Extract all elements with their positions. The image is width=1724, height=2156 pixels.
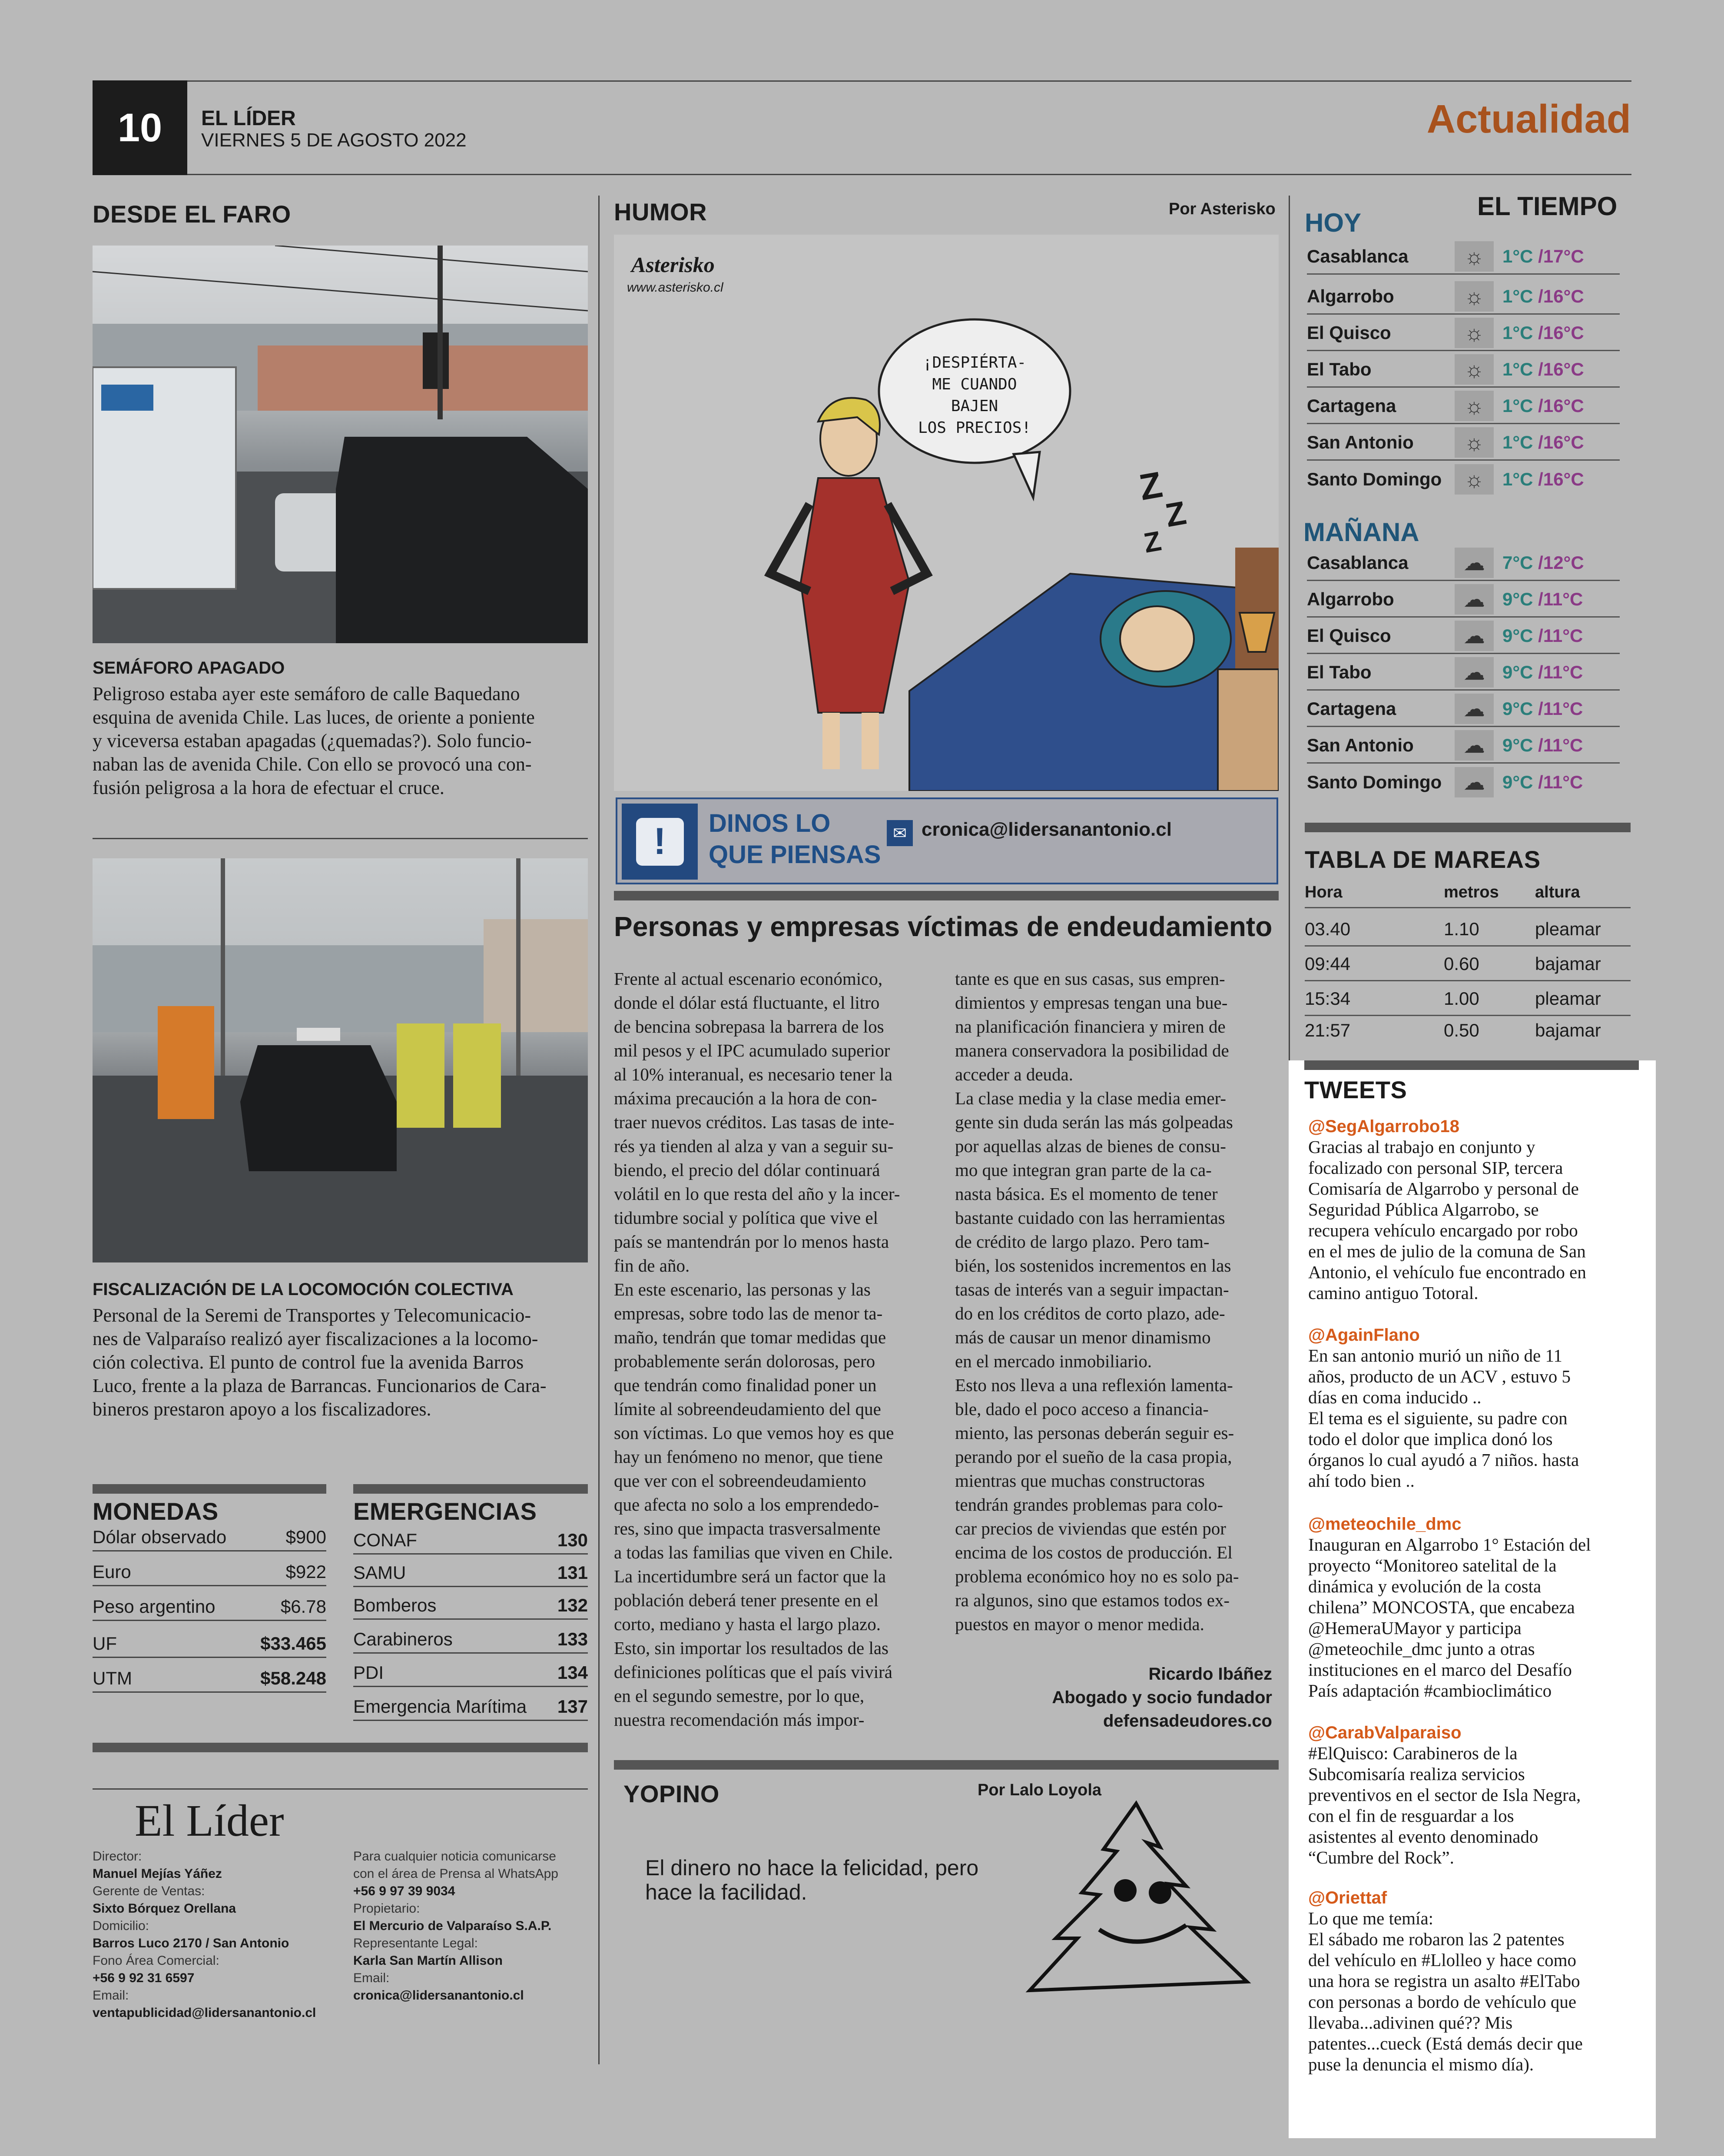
weather-row: Santo Domingo ☼ 1°C /16°C [1307, 462, 1620, 497]
weather-tomorrow-table [1307, 545, 1620, 806]
sun-icon: ☼ [1455, 281, 1494, 312]
humor-heading: HUMOR [614, 198, 707, 226]
emergencias-row: SAMU 131 [353, 1556, 588, 1587]
monedas-top-bar [93, 1484, 326, 1494]
masthead-top-bar [93, 1743, 588, 1752]
weather-row: San Antonio ☼ 1°C /16°C [1307, 425, 1620, 461]
cloud-rain-icon: ☁ [1455, 730, 1494, 761]
weather-row: Santo Domingo ☁ 9°C /11°C [1307, 764, 1620, 800]
header-bottom-rule [93, 174, 1631, 175]
emergencias-row: Bomberos 132 [353, 1588, 588, 1620]
emergencias-row: PDI 134 [353, 1656, 588, 1687]
masthead-left: Director: Manuel Mejías Yáñez Gerente de Ventas: Sixto Bórquez Orellana Domicilio: Barros Luco 2170 / San Antonio Fono Área Comercial: +56 9 92 31 6597 Email: ventapublicidad@lidersanantonio.cl [93, 1848, 336, 2022]
emergencias-row: Emergencia Marítima 137 [353, 1690, 588, 1721]
yopino-byline: Por Lalo Loyola [978, 1781, 1102, 1799]
monedas-table [93, 1521, 326, 1704]
tweet-item: @SegAlgarrobo18 Gracias al trabajo en conjunto y focalizado con personal SIP, tercera Comisaría de Algarrobo y personal de Seguridad Pública Algarrobo, se recupera vehículo encargado por robo en el mes de julio de la comuna de San Antonio, el vehículo fue encontrado en camino antiguo Totoral. [1308, 1117, 1651, 1303]
weather-row: Cartagena ☼ 1°C /16°C [1307, 389, 1620, 424]
whatsapp-number: +56 9 97 39 9034 [353, 1884, 455, 1898]
weather-row: Casablanca ☁ 7°C /12°C [1307, 545, 1620, 581]
weather-row: San Antonio ☁ 9°C /11°C [1307, 728, 1620, 764]
weather-row: Algarrobo ☼ 1°C /16°C [1307, 279, 1620, 315]
faro-heading: DESDE EL FARO [93, 200, 291, 228]
yopino-quote: El dinero no hace la felicidad, pero hace la facilidad. [645, 1856, 979, 1904]
sun-icon: ☼ [1455, 318, 1494, 348]
tweet-handle[interactable]: @meteochile_dmc [1308, 1515, 1462, 1534]
humor-byline: Por Asterisko [1169, 200, 1276, 218]
weather-row: Cartagena ☁ 9°C /11°C [1307, 691, 1620, 727]
monedas-row: Dólar observado $900 [93, 1521, 326, 1551]
tide-row: 15:34 1.00 pleamar [1305, 982, 1631, 1016]
weather-row: El Tabo ☼ 1°C /16°C [1307, 352, 1620, 388]
tweets-panel [1289, 1060, 1656, 2138]
yopino-heading: YOPINO [623, 1780, 719, 1807]
tides-heading: TABLA DE MAREAS [1305, 846, 1541, 873]
sun-icon: ☼ [1455, 464, 1494, 495]
sun-icon: ☼ [1455, 354, 1494, 385]
emergencias-row: CONAF 130 [353, 1523, 588, 1555]
cartoonist-signature: Asterisko [631, 252, 715, 277]
tweet-handle[interactable]: @Oriettaf [1308, 1888, 1387, 1907]
tweet-item: @meteochile_dmc Inauguran en Algarrobo 1° Estación del proyecto “Monitoreo satelital de la dinámica y evolución de la costa chilena” MONCOSTA, que encabeza @HemeraUMayor y participa @meteochile_dmc junto a otras instituciones en el marco del Desafío País adaptación #cambioclimático [1308, 1515, 1651, 1701]
tweet-handle[interactable]: @CarabValparaiso [1308, 1723, 1462, 1742]
monedas-row: UF $33.465 [93, 1628, 326, 1658]
sun-icon: ☼ [1455, 391, 1494, 421]
zzz-mark-3: Z [1141, 525, 1164, 559]
tree-character-drawing [1012, 1799, 1260, 2008]
section-title: Actualidad [1426, 97, 1631, 141]
traffic-light-photo [93, 246, 588, 643]
tweets-heading: TWEETS [1304, 1076, 1407, 1103]
tide-row: 09:44 0.60 bajamar [1305, 947, 1631, 981]
traffic-light-photo-art [93, 246, 588, 643]
monedas-row: Euro $922 [93, 1556, 326, 1586]
inspection-photo [93, 858, 588, 1262]
cloud-rain-icon: ☁ [1455, 767, 1494, 797]
advertising-email: ventapublicidad@lidersanantonio.cl [93, 2006, 316, 2020]
tweet-item: @Oriettaf Lo que me temía: El sábado me robaron las 2 patentes del vehículo en #Llolleo y hace como una hora se registra un asalto #ElTabo con personas a bordo de vehículo que llevaba...adivinen qué?? Mis patentes...cueck (Está demás decir que puse la denuncia el mismo día). [1308, 1888, 1651, 2075]
weather-row: Algarrobo ☁ 9°C /11°C [1307, 582, 1620, 618]
monedas-row: Peso argentino $6.78 [93, 1591, 326, 1621]
humor-cartoon [614, 235, 1279, 791]
cloud-rain-icon: ☁ [1455, 694, 1494, 724]
tides-table [1305, 878, 1631, 1043]
emergencias-row: Carabineros 133 [353, 1622, 588, 1654]
article-column-2: tante es que en sus casas, sus empren- dimientos y empresas tengan una bue- na planificación financiera y miren de manera conservadora la posibilidad de acceder a deuda. La clase media y la clase media emer- gente sin duda serán las más golpeadas por aquellas alzas de bienes de consu- mo que integran gran parte de la ca- nasta básica. Es el momento de tener bastante cuidado con las herramientas de crédito de largo plazo. Pero tam- bién, los sostenidos incrementos en las tasas de interés van a seguir impactan- do en los créditos de corto plazo, ade- más de causar un menor dinamismo en el mercado inmobiliario. Esto nos lleva a una reflexión lamenta- ble, dado el poco acceso a financia- miento, las personas deberán seguir es- perando por el sueño de la casa propia, mientras que muchas constructoras tendrán grandes problemas para colo- car precios de viviendas que estén por encima de los costos de producción. El problema económico hoy no es solo pa- ra algunos, sino que estamos todos ex- puestos en mayor o menor medida. [955, 969, 1239, 1634]
article-column-1: Frente al actual escenario económico, donde el dólar está fluctuante, el litro de bencina sobrepasa la barrera de los mil pesos y el IPC acumulado superior al 10% interanual, es necesario tener la máxima precaución a la hora de con- traer nuevos créditos. Las tasas de inte- rés ya tienden al alza y van a seguir su- biendo, el precio del dólar continuará volátil en lo que resta del año y la incer- tidumbre social y política que vive el país se mantendrán por lo menos hasta fin de año. En este escenario, las personas y las empresas, sobre todo las de menor ta- maño, tendrán que tomar medidas que probablemente serán dolorosas, pero que tendrán como finalidad poner un límite al sobreendeudamiento del que son víctimas. Lo que vemos hoy es que hay un fenómeno no menor, que tiene que ver con el sobreendeudamiento que afecta no solo a los emprendedo- res, sino que impacta trasversalmente a todas las familias que viven en Chile. La incertidumbre será un factor que la población deberá tener presente en el corto, mediano y hasta el largo plazo. Esto, sin importar los resultados de las definiciones políticas que el país vivirá en el segundo semestre, por lo que, nuestra recomendación más impor- [614, 969, 900, 1730]
zzz-mark-2: Z [1162, 494, 1189, 535]
tides-header-row: Hora metros altura [1305, 878, 1631, 908]
speech-bubble-text: ¡DESPIÉRTA- ME CUANDO BAJEN LOS PRECIOS! [918, 354, 1031, 437]
column-divider-right [1289, 196, 1290, 1060]
tweet-item: @CarabValparaiso #ElQuisco: Carabineros de la Subcomisaría realiza servicios preventivos en el sector de Isla Negra, con el fin de resguardar a los asistentes al evento denominado “Cumbre del Rock”. [1308, 1723, 1651, 1868]
zzz-mark-1: Z [1136, 464, 1165, 508]
monedas-row: UTM $58.248 [93, 1662, 326, 1693]
cartoonist-url: www.asterisko.cl [627, 280, 723, 295]
weather-row: Casablanca ☼ 1°C /17°C [1307, 239, 1620, 275]
el-lider-logo: El Líder [135, 1796, 284, 1846]
column-divider-left [598, 196, 600, 2064]
photo1-title: SEMÁFORO APAGADO [93, 658, 285, 678]
tweet-item: @AgainFlano En san antonio murió un niño de 11 años, producto de un ACV , estuvo 5 días en coma inducido .. El tema es el siguiente, su padre con todo el dolor que implica donó los órganos lo cual ayudó a 7 niños. hasta ahí todo bien .. [1308, 1325, 1651, 1491]
article-title: Personas y empresas víctimas de endeudamiento [614, 911, 1273, 942]
mail-icon: ✉ [887, 820, 913, 846]
inspection-photo-art [93, 858, 588, 1262]
tweets-top-bar [1304, 1060, 1639, 1070]
cloud-rain-icon: ☁ [1455, 584, 1494, 615]
masthead-right: Para cualquier noticia comunicarse con el área de Prensa al WhatsApp +56 9 97 39 9034 Propietario: El Mercurio de Valparaíso S.A.P. Representante Legal: Karla San Martín Allison Email: cronica@lidersanantonio.cl [353, 1848, 597, 2004]
press-email: cronica@lidersanantonio.cl [353, 1988, 524, 2003]
masthead-rule [93, 1788, 588, 1790]
weather-today-table [1307, 239, 1620, 495]
dinos-box [616, 797, 1278, 884]
emergencias-table [353, 1523, 588, 1727]
emergencias-heading: EMERGENCIAS [353, 1498, 537, 1525]
tides-top-bar [1305, 823, 1631, 832]
cloud-rain-icon: ☁ [1455, 621, 1494, 651]
weather-title: EL TIEMPO [1477, 192, 1618, 221]
weather-row: El Tabo ☁ 9°C /11°C [1307, 655, 1620, 691]
weather-row: El Quisco ☼ 1°C /16°C [1307, 316, 1620, 351]
page-number: 10 [93, 80, 187, 175]
monedas-heading: MONEDAS [93, 1498, 219, 1525]
dinos-title: DINOS LO QUE PIENSAS [709, 809, 881, 869]
top-rule [93, 80, 1631, 82]
weather-today-label: HOY [1305, 208, 1362, 237]
tweet-handle[interactable]: @AgainFlano [1308, 1325, 1420, 1345]
dinos-email-link[interactable]: cronica@lidersanantonio.cl [922, 819, 1172, 840]
sun-icon: ☼ [1455, 241, 1494, 272]
photo1-caption: Peligroso estaba ayer este semáforo de calle Baquedano esquina de avenida Chile. Las luces, de oriente a poniente y viceversa estaban apagadas (¿quemadas?). Solo funcio- naban las de avenida Chile. Con ello se provocó una con- fusión peligrosa a la hora de efectuar el cruce. [93, 683, 535, 798]
weather-tomorrow-label: MAÑANA [1303, 518, 1419, 547]
issue-date: VIERNES 5 DE AGOSTO 2022 [201, 130, 467, 151]
paper-name: EL LÍDER [201, 107, 296, 130]
tide-row: 03.40 1.10 pleamar [1305, 913, 1631, 947]
tweet-handle[interactable]: @SegAlgarrobo18 [1308, 1117, 1459, 1136]
cloud-rain-icon: ☁ [1455, 548, 1494, 578]
alert-icon: ! [622, 804, 698, 880]
faro-divider [93, 838, 588, 839]
weather-row: El Quisco ☁ 9°C /11°C [1307, 618, 1620, 654]
photo2-title: FISCALIZACIÓN DE LA LOCOMOCIÓN COLECTIVA [93, 1280, 514, 1299]
cloud-rain-icon: ☁ [1455, 657, 1494, 688]
article-author: Ricardo Ibáñez Abogado y socio fundador defensadeudores.co [1052, 1664, 1272, 1731]
yopino-top-bar [614, 1760, 1279, 1770]
tide-row: 21:57 0.50 bajamar [1305, 1020, 1601, 1040]
article-top-bar [614, 891, 1279, 900]
emergencias-top-bar [353, 1484, 588, 1494]
photo2-caption: Personal de la Seremi de Transportes y Telecomunicacio- nes de Valparaíso realizó ayer fiscalizaciones a la locomo- ción colectiva. El punto de control fue la avenida Barros Luco, frente a la plaza de Barrancas. Funcionarios de Cara- bineros prestaron apoyo a los fiscalizadores. [93, 1305, 547, 1420]
sun-icon: ☼ [1455, 427, 1494, 458]
